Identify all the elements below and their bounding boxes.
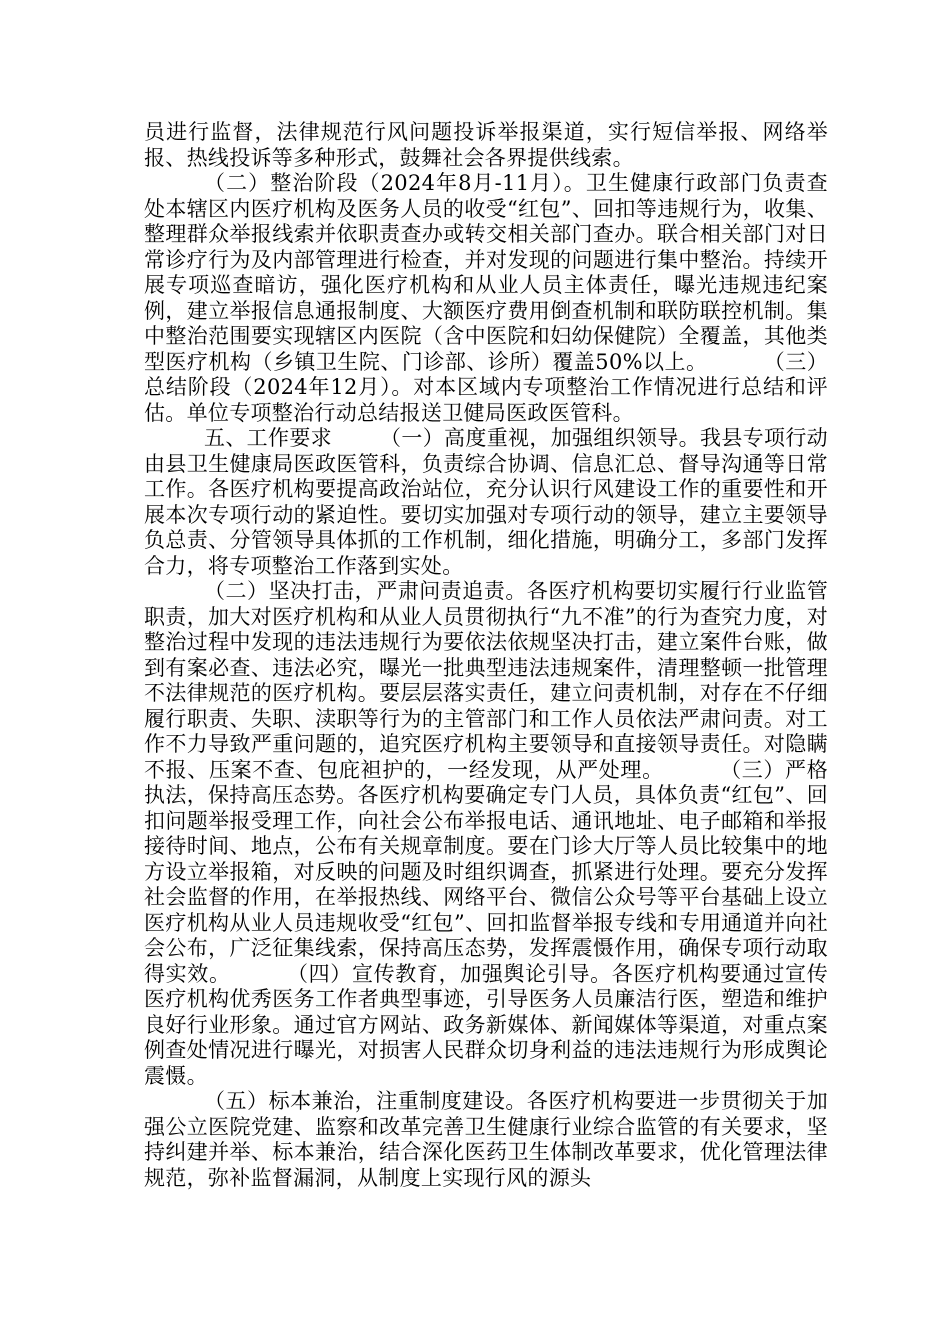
text-segment: （二）整治阶段（2024年8月-11月）。卫生健康行政部门负责查处本辖区内医疗机构及医务人员的收受“红包”、回扣等违规行为，收集、整理群众举报线索并依职责查办或转交相关部门查办。联合相关部门对日常诊疗行为及内部管理进行检查，并对发现的问题进行集中整治。持续开展专项巡查暗访，强化医疗机构和从业人员主体责任，曝光违规违纪案例，建立举报信息通报制度、大额医疗费用倒查机制和联防联控机制。集中整治范围要实现辖区内医院（含中医院和妇幼保健院）全覆盖，其他类型医疗机构（乡镇卫生院、门诊部、诊所）覆盖50%以上。	[144, 171, 828, 374]
document-page	[144, 120, 828, 1191]
text-segment: （一）高度重视，加强组织领导。我县专项行动由县卫生健康局医政医管科，负责综合协调、信息汇总、督导沟通等日常工作。各医疗机构要提高政治站位，充分认识行风建设工作的重要性和开展本次专项行动的紧迫性。要切实加强对专项行动的领导，建立主要领导负总责、分管领导具体抓的工作机制，细化措施，明确分工，多部门发挥合力，将专项整治工作落到实处。	[144, 426, 828, 578]
text-segment: （三）总结阶段（2024年12月）。对本区域内专项整治工作情况进行总结和评估。单位专项整治行动总结报送卫健局医政医管科。	[144, 349, 829, 425]
text-segment: （三）严格执法，保持高压态势。各医疗机构要确定专门人员，具体负责“红包”、回扣问题举报受理工作，向社会公布举报电话、通讯地址、电子邮箱和举报接待时间、地点，公布有关规章制度。要在门诊大厅等人员比较集中的地方设立举报箱，对反映的问题及时组织调查，抓紧进行处理。要充分发挥社会监督的作用，在举报热线、网络平台、微信公众号等平台基础上设立医疗机构从业人员违规收受“红包”、回扣监督举报专线和专用通道并向社会公布，广泛征集线索，保持高压态势，发挥震慑作用，确保专项行动取得实效。	[144, 757, 829, 986]
paragraph-reporting-channels	[144, 120, 828, 171]
paragraph-institution-building	[144, 1089, 828, 1191]
text-segment: （二）坚决打击，严肃问责追责。各医疗机构要切实履行行业监管职责，加大对医疗机构和从业人员贯彻执行“九不准”的行为查究力度，对整治过程中发现的违法违规行为要依法依规坚决打击，建立案件台账，做到有案必查、违法必究，曝光一批典型违法违规案件，清理整顿一批管理不法律规范的医疗机构。要层层落实责任，建立问责机制，对存在不仔细履行职责、失职、渎职等行为的主管部门和工作人员依法严肃问责。对工作不力导致严重问题的，追究医疗机构主要领导和直接领导责任。对隐瞒不报、压案不查、包庇袒护的，一经发现，从严处理。	[144, 579, 828, 782]
text-segment: 员进行监督，法律规范行风问题投诉举报渠道，实行短信举报、网络举报、热线投诉等多种形式，鼓舞社会各界提供线索。	[144, 120, 828, 170]
paragraph-rectification-stage	[144, 171, 828, 426]
paragraph-accountability	[144, 579, 828, 1089]
text-segment: （四）宣传教育，加强舆论引导。各医疗机构要通过宣传医疗机构优秀医务工作者典型事迹，引导医务人员廉洁行医，塑造和维护良好行业形象。通过官方网站、政务新媒体、新闻媒体等渠道，对重点案例查处情况进行曝光，对损害人民群众切身利益的违法违规行为形成舆论震慑。	[144, 961, 828, 1088]
section-heading: 五、工作要求	[204, 426, 332, 450]
paragraph-work-requirements	[144, 426, 828, 579]
text-segment: （五）标本兼治，注重制度建设。各医疗机构要进一步贯彻关于加强公立医院党建、监察和改革完善卫生健康行业综合监管的有关要求，坚持纠建并举、标本兼治，结合深化医药卫生体制改革要求，优化管理法律规范，弥补监督漏洞，从制度上实现行风的源头	[144, 1089, 828, 1190]
